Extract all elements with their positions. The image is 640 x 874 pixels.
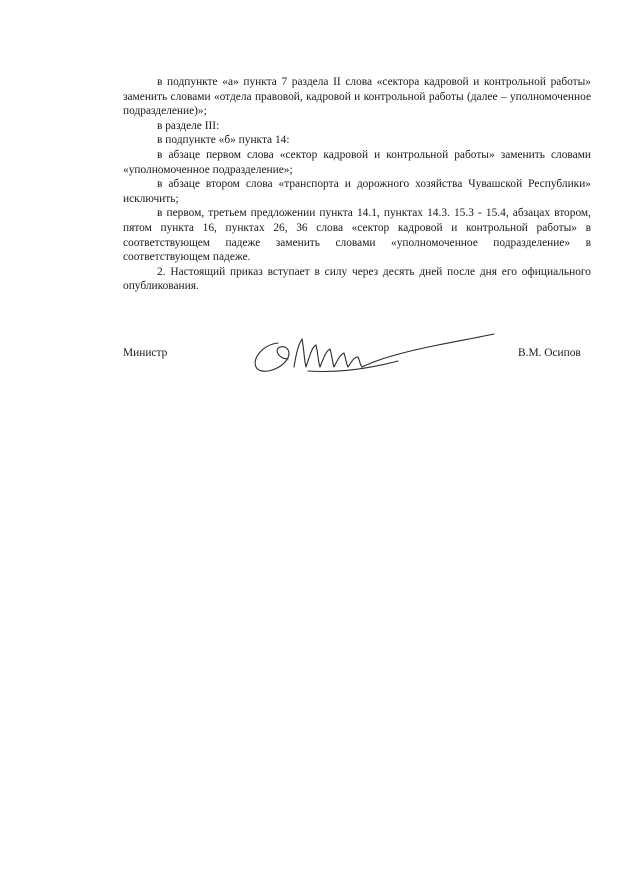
paragraph-effective-date: 2. Настоящий приказ вступает в силу через десять дней после дня его официального опубликования. [123,265,591,293]
paragraph-section-3: в разделе III: [157,119,220,132]
handwritten-signature [248,325,498,380]
paragraph-subclause-a: в подпункте «а» пункта 7 раздела II слова «сектора кадровой и контрольной работы» заменить словами «отдела правовой, кадровой и контрольной работы (далее – уполномоченное подразделение)»; [123,76,591,118]
signatory-title: Министр [123,347,168,359]
signatory-name: В.М. Осипов [518,347,581,359]
paragraph-subclause-b: в подпункте «б» пункта 14: [157,134,290,147]
document-body [123,75,591,294]
paragraph-first-abzats: в абзаце первом слова «сектор кадровой и контрольной работы» заменить словами «уполномоченное подразделение»; [123,148,591,176]
paragraph-second-abzats: в абзаце втором слова «транспорта и дорожного хозяйства Чувашской Республики» исключить; [123,178,591,205]
paragraph-replacements: в первом, третьем предложении пункта 14.1, пунктах 14.3. 15.3 - 15.4, абзацах втором, пятом пункта 16, пунктах 26, 36 слова «сектор кадровой и контрольной работы» в соответствующем падеже заменить словами «уполномоченное подразделение» в соответствующем падеже. [123,207,591,264]
